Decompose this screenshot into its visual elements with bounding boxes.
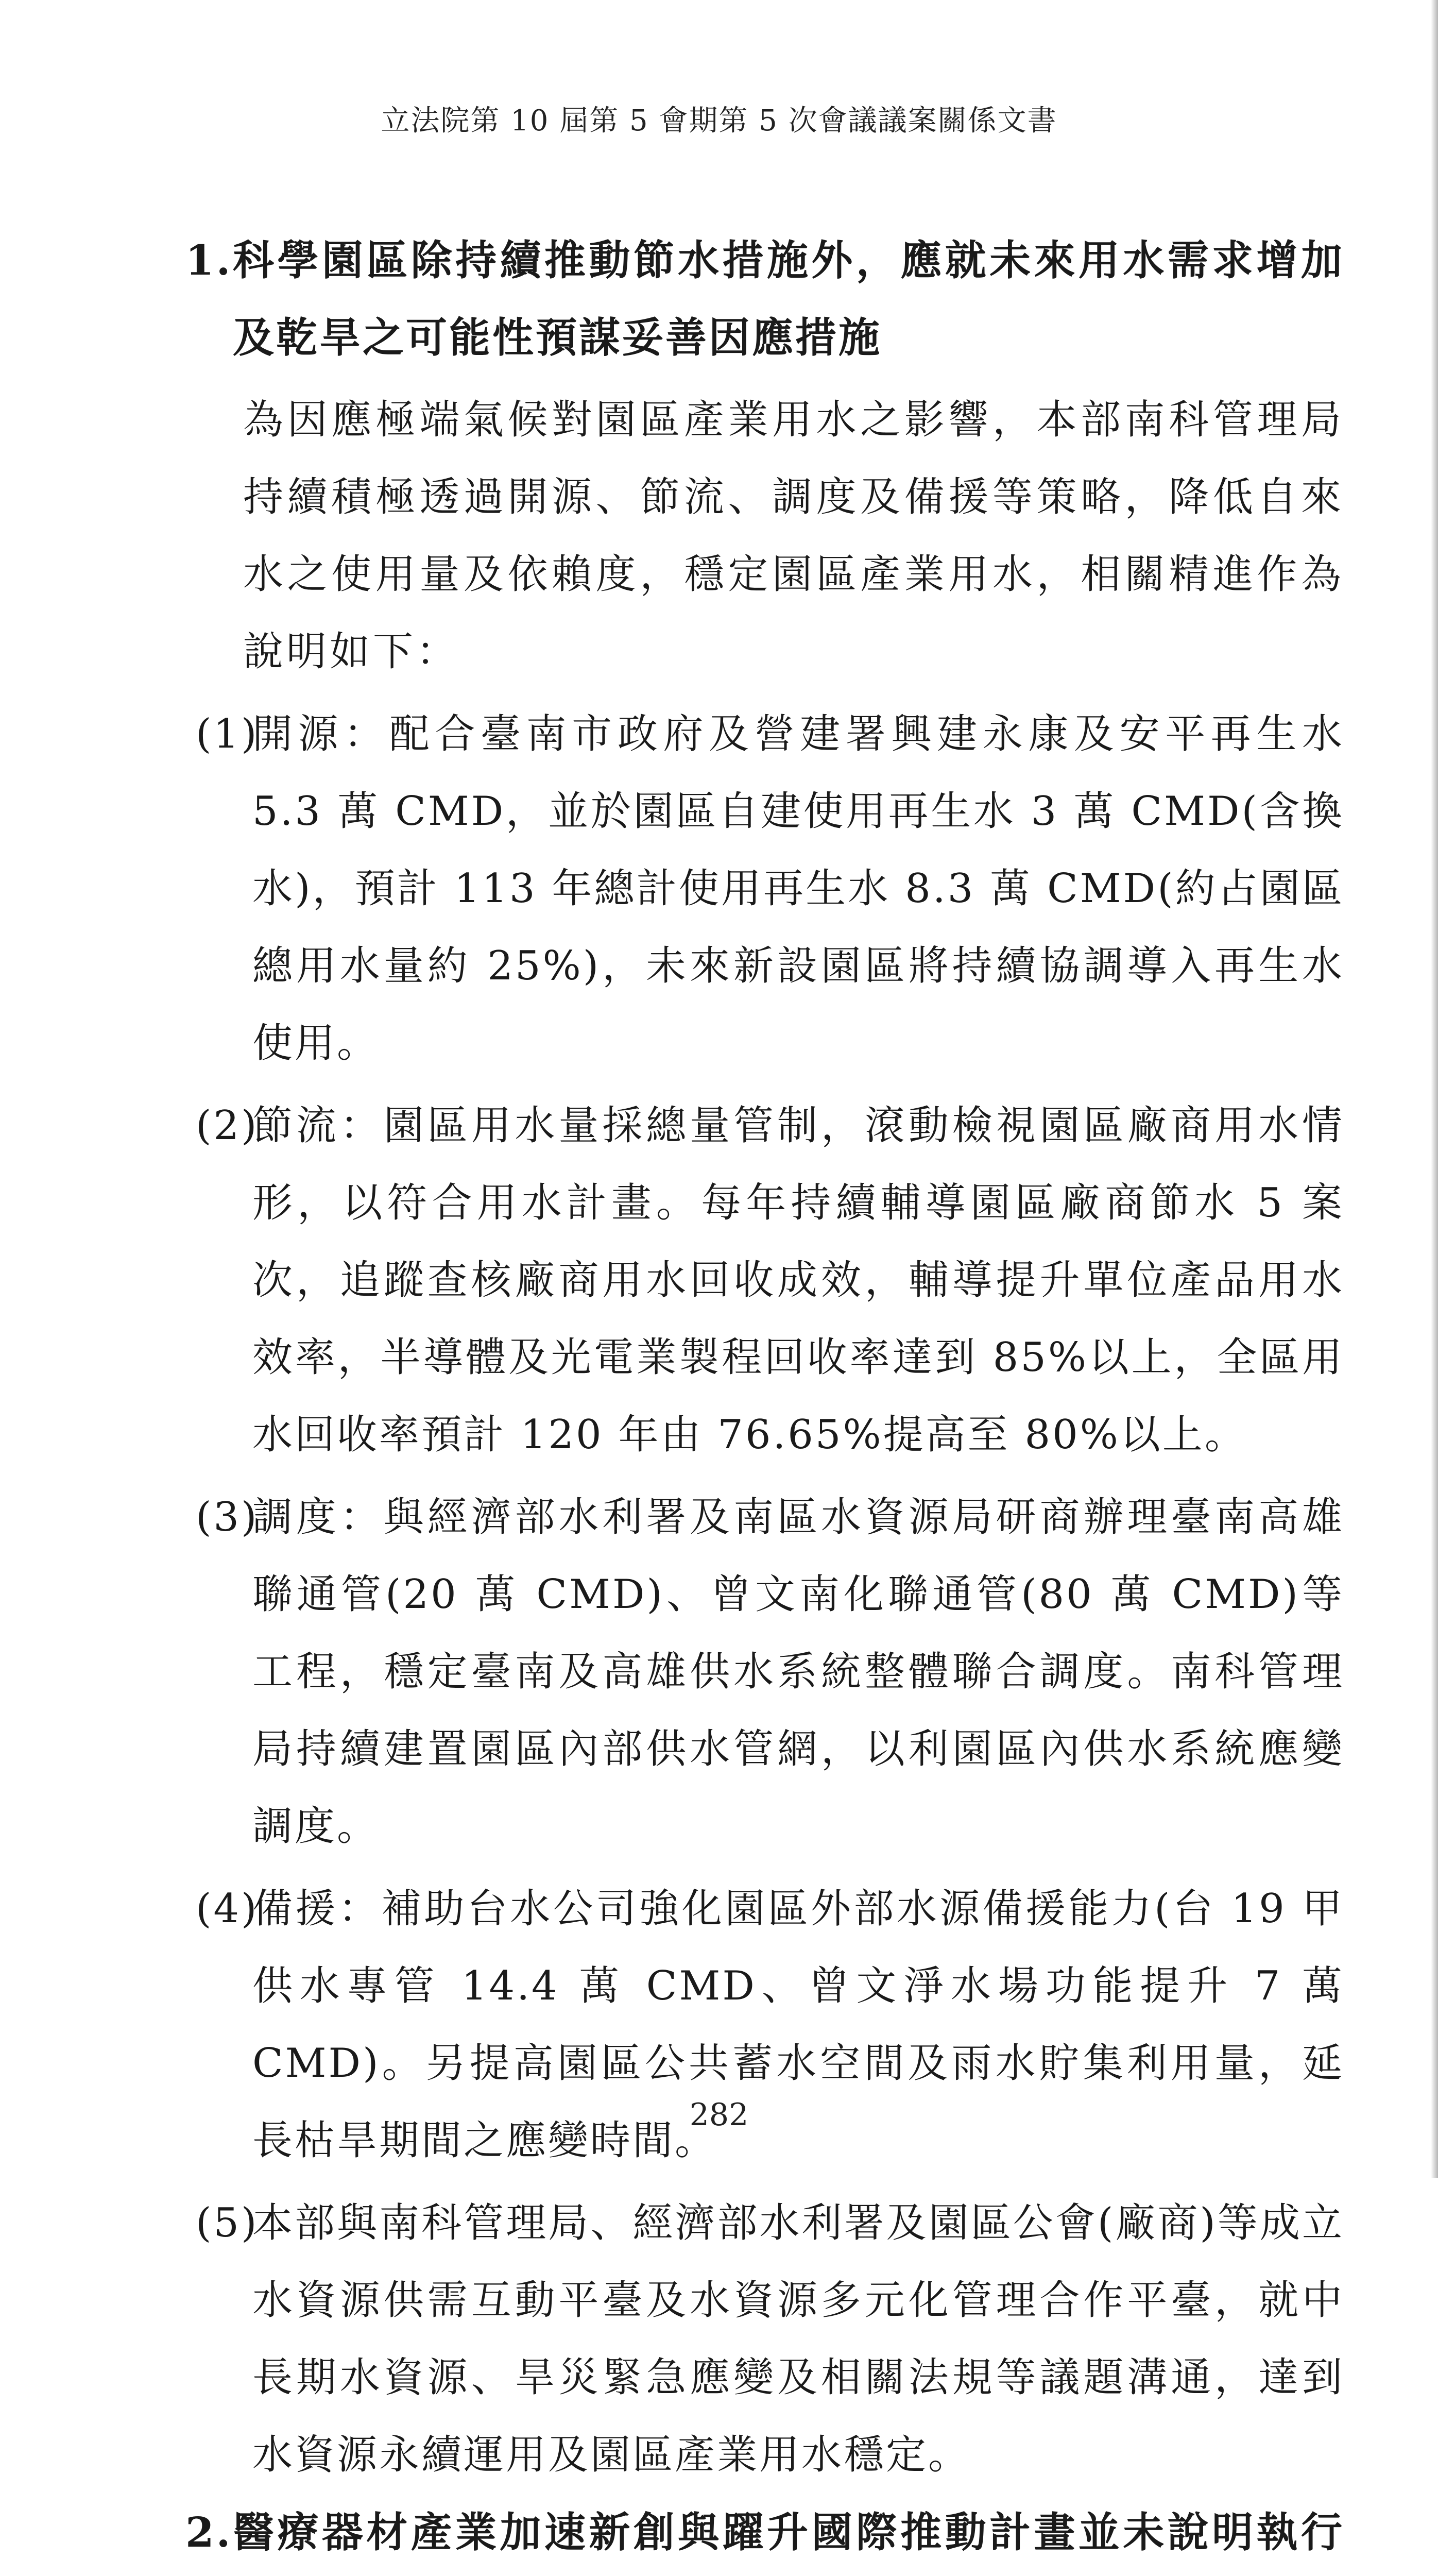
item-label: (4) bbox=[196, 1886, 259, 1932]
section-2-title bbox=[185, 2494, 1344, 2576]
section-1-title bbox=[185, 222, 1344, 376]
item-label: (2) bbox=[196, 1103, 259, 1149]
section-number: 2. bbox=[185, 2508, 233, 2556]
item-label: (3) bbox=[196, 1494, 259, 1540]
item-text: 節流：園區用水量採總量管制，滾動檢視園區廠商用水情形，以符合用水計畫。每年持續輔導園區廠商節水 5 案次，追蹤查核廠商用水回收成效，輔導提升單位產品用水效率，半導體及光電業製程回收率達到 85%以上，全區用水回收率預計 120 年由 76.65%提高至 80%以上。 bbox=[252, 1103, 1344, 1458]
item-text: 開源：配合臺南市政府及營建署興建永康及安平再生水 5.3 萬 CMD，並於園區自建使用再生水 3 萬 CMD(含換水)，預計 113 年總計使用再生水 8.3 萬 CMD(約占園區總用水量約 25%)，未來新設園區將持續協調導入再生水使用。 bbox=[252, 711, 1344, 1066]
list-item bbox=[196, 1479, 1344, 1865]
scan-edge-shadow bbox=[1431, 0, 1438, 2178]
item-text: 調度：與經濟部水利署及南區水資源局研商辦理臺南高雄聯通管(20 萬 CMD)、曾文南化聯通管(80 萬 CMD)等工程，穩定臺南及高雄供水系統整體聯合調度。南科管理局持續建置園區內部供水管網，以利園區內供水系統應變調度。 bbox=[252, 1494, 1344, 1850]
list-item bbox=[196, 1870, 1344, 2179]
document-body bbox=[185, 222, 1344, 2576]
list-item bbox=[196, 696, 1344, 1082]
section-1-intro: 為因應極端氣候對園區產業用水之影響，本部南科管理局持續積極透過開源、節流、調度及備援等策略，降低自來水之使用量及依賴度，穩定園區產業用水，相關精進作為說明如下： bbox=[243, 397, 1344, 675]
list-item bbox=[196, 2184, 1344, 2494]
item-text: 本部與南科管理局、經濟部水利署及園區公會(廠商)等成立水資源供需互動平臺及水資源多元化管理合作平臺，就中長期水資源、旱災緊急應變及相關法規等議題溝通，達到水資源永續運用及園區產業用水穩定。 bbox=[252, 2200, 1344, 2478]
item-label: (5) bbox=[196, 2200, 259, 2246]
page-header: 立法院第 10 屆第 5 會期第 5 次會議議案關係文書 bbox=[381, 104, 1057, 138]
section-number: 1. bbox=[185, 236, 233, 284]
page-number: 282 bbox=[689, 2097, 749, 2133]
section-title-text: 科學園區除持續推動節水措施外，應就未來用水需求增加及乾旱之可能性預謀妥善因應措施 bbox=[233, 236, 1344, 362]
list-item bbox=[196, 1087, 1344, 1473]
section-title-text: 醫療器材產業加速新創與躍升國際推動計畫並未說明執行 bbox=[233, 2508, 1344, 2556]
item-text: 備援：補助台水公司強化園區外部水源備援能力(台 19 甲供水專管 14.4 萬 CMD、曾文淨水場功能提升 7 萬 CMD)。另提高園區公共蓄水空間及雨水貯集利用量，延長枯旱期間之應變時間。 bbox=[252, 1886, 1344, 2164]
item-label: (1) bbox=[196, 711, 259, 757]
